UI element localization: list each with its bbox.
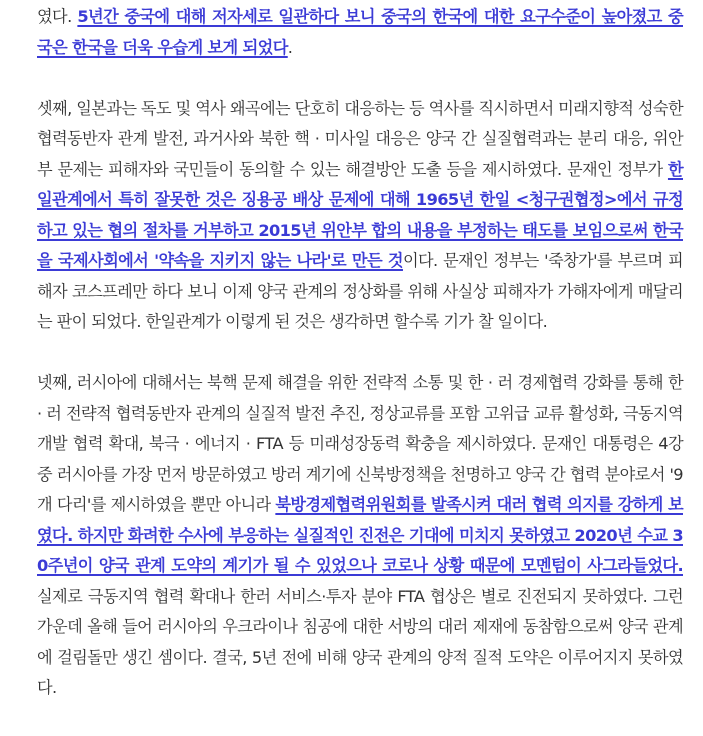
- text-segment: .: [287, 37, 293, 57]
- paragraph-china-conclusion: [37, 2, 683, 63]
- text-segment: 이다. 문재인 정부는 '죽창가'를 부르며 피해자 코스프레만 하다 보니 이제 양국 관계의 정상화를 위해 사실상 피해자가 가해자에게 매달리는 판이 되었다. 한일관계가 이렇게 된 것은 생각하면 할수록 기가 찰 일이다.: [37, 251, 683, 331]
- paragraph-japan: [37, 94, 683, 338]
- highlighted-text: 한일관계에서 특히 잘못한 것은 징용공 배상 문제에 대해 1965년 한일 <청구권협정>에서 규정하고 있는 협의 절차를 거부하고 2015년 위안부 합의 내용을 부정하는 태도를 보임으로써 한국을 국제사회에서 '약속을 지키지 않는 나라'로 만든 것: [37, 159, 683, 270]
- highlighted-text: 5년간 중국에 대해 저자세로 일관하다 보니 중국의 한국에 대한 요구수준이 높아졌고 중국은 한국을 더욱 우습게 보게 되었다: [37, 7, 683, 57]
- text-segment: 넷째, 러시아에 대해서는 북핵 문제 해결을 위한 전략적 소통 및 한 · 러 경제협력 강화를 통해 한 · 러 전략적 협력동반자 관계의 실질적 발전 추진, 정상교류를 포함 고위급 교류 활성화, 극동지역 개발 협력 확대, 북극 · 에너지 · FTA 등 미래성장동력 확충을 제시하였다. 문재인 대통령은 4강 중 러시아를 가장 먼저 방문하였고 방러 계기에 신북방정책을 천명하고 양국 간 협력 분야로서 '9개 다리'를 제시하였을 뿐만 아니라: [37, 373, 683, 514]
- highlighted-text: 북방경제협력위원회를 발족시켜 대러 협력 의지를 강하게 보였다. 하지만 화려한 수사에 부응하는 실질적인 진전은 기대에 미치지 못하였고 2020년 수교 30주년이 양국 관계 도약의 계기가 될 수 있었으나 코로나 상황 때문에 모멘텀이 사그라들었다.: [37, 495, 683, 575]
- text-segment: 였다.: [37, 7, 78, 26]
- text-segment: 셋째, 일본과는 독도 및 역사 왜곡에는 단호히 대응하는 등 역사를 직시하면서 미래지향적 성숙한 협력동반자 관계 발전, 과거사와 북한 핵 · 미사일 대응은 양국 간 실질협력과는 분리 대응, 위안부 문제는 피해자와 국민들이 동의할 수 있는 해결방안 도출 등을 제시하였다. 문재인 정부가: [37, 98, 683, 179]
- text-segment: 실제로 극동지역 협력 확대나 한러 서비스·투자 분야 FTA 협상은 별로 진전되지 못하였다. 그런 가운데 올해 들어 러시아의 우크라이나 침공에 대한 서방의 대러 제재에 동참함으로써 양국 관계에 걸림돌만 생긴 셈이다. 결국, 5년 전에 비해 양국 관계의 양적 질적 도약은 이루어지지 못하였다.: [37, 586, 683, 697]
- paragraph-russia: [37, 368, 683, 704]
